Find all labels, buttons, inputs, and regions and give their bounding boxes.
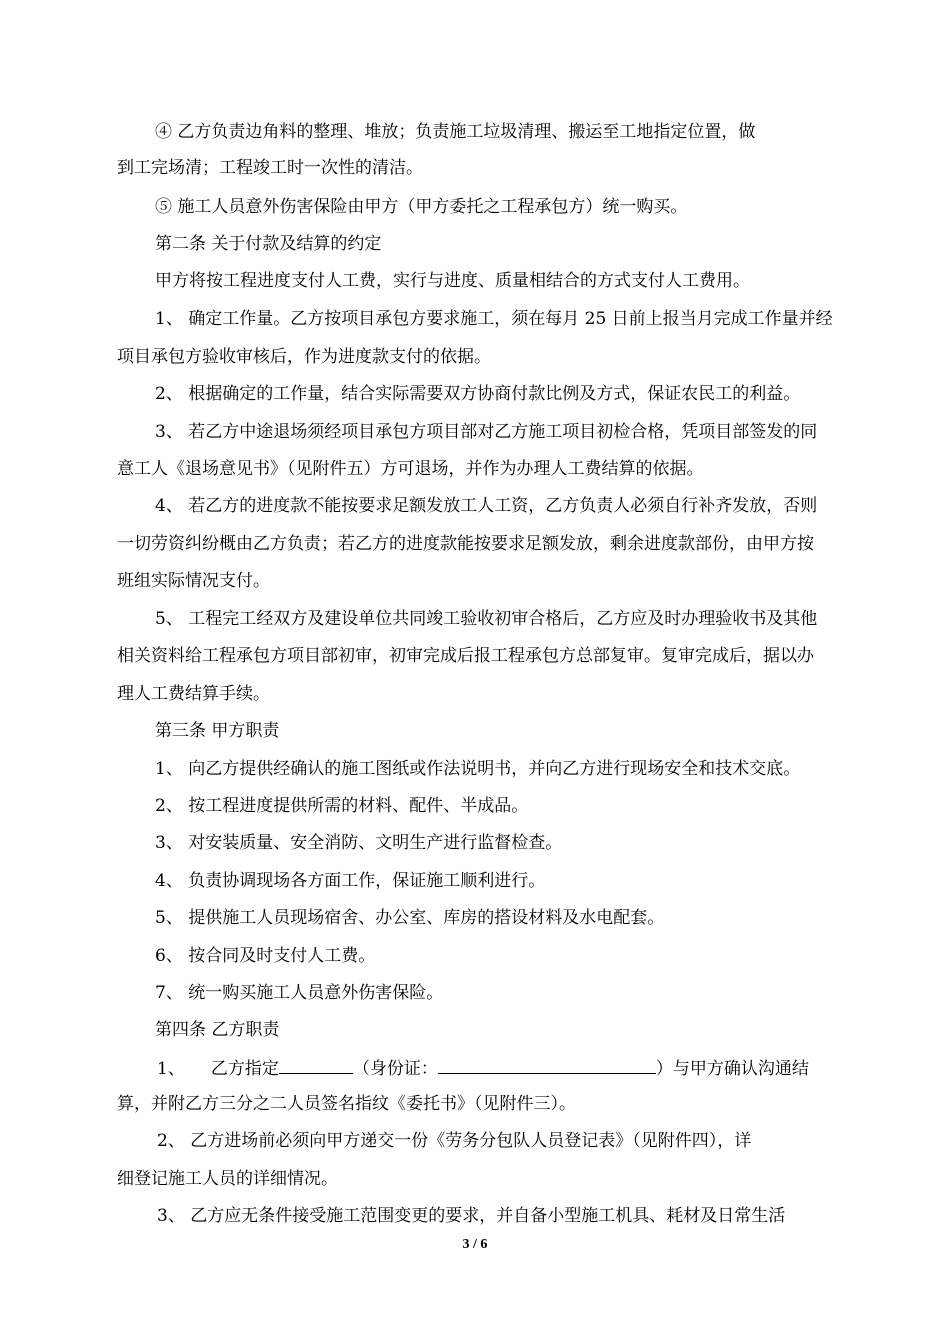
text-line: 相关资料给工程承包方项目部初审，初审完成后报工程承包方总部复审。复审完成后，据以办 bbox=[117, 646, 814, 666]
text-line: 1、 确定工作量。乙方按项目承包方要求施工，须在每月 25 日前上报当月完成工作量并经 bbox=[155, 309, 833, 329]
text-line: 项目承包方验收审核后，作为进度款支付的依据。 bbox=[117, 347, 491, 367]
text-line: 5、 提供施工人员现场宿舍、办公室、库房的搭设材料及水电配套。 bbox=[155, 908, 665, 928]
text-line: 3、 对安装质量、安全消防、文明生产进行监督检查。 bbox=[155, 833, 563, 853]
section-heading: 第三条 甲方职责 bbox=[155, 721, 280, 741]
text-line: 6、 按合同及时支付人工费。 bbox=[155, 946, 376, 966]
text-line: 甲方将按工程进度支付人工费，实行与进度、质量相结合的方式支付人工费用。 bbox=[155, 271, 750, 291]
text-line: 细登记施工人员的详细情况。 bbox=[117, 1169, 338, 1189]
text-line: 班组实际情况支付。 bbox=[117, 571, 270, 591]
text-line: 一切劳资纠纷概由乙方负责；若乙方的进度款能按要求足额发放，剩余进度款部份，由甲方按 bbox=[117, 534, 814, 554]
page-number: 3 / 6 bbox=[462, 1237, 488, 1252]
text-line: 2、 根据确定的工作量，结合实际需要双方协商付款比例及方式，保证农民工的利益。 bbox=[155, 384, 801, 404]
text-line: ④ 乙方负责边角料的整理、堆放；负责施工垃圾清理、搬运至工地指定位置，做 bbox=[155, 122, 756, 142]
section-heading: 第二条 关于付款及结算的约定 bbox=[155, 234, 382, 254]
text-line: 理人工费结算手续。 bbox=[117, 684, 270, 704]
clause-number: 1、 bbox=[157, 1059, 185, 1079]
clause-text: 乙方指定 bbox=[210, 1059, 279, 1079]
text-line: 2、 按工程进度提供所需的材料、配件、半成品。 bbox=[155, 796, 529, 816]
text-line: 5、 工程完工经双方及建设单位共同竣工验收初审合格后，乙方应及时办理验收书及其他 bbox=[155, 609, 818, 629]
text-line: 2、 乙方进场前必须向甲方递交一份《劳务分包队人员登记表》（见附件四），详 bbox=[157, 1131, 752, 1151]
clause-text: ）与甲方确认沟通结 bbox=[655, 1059, 809, 1079]
name-blank-field[interactable] bbox=[279, 1055, 353, 1074]
text-line: 3、 若乙方中途退场须经项目承包方项目部对乙方施工项目初检合格，凭项目部签发的同 bbox=[155, 422, 818, 442]
text-line: 3、 乙方应无条件接受施工范围变更的要求，并自备小型施工机具、耗材及日常生活 bbox=[157, 1206, 786, 1226]
text-line: ⑤ 施工人员意外伤害保险由甲方（甲方委托之工程承包方）统一购买。 bbox=[155, 197, 688, 217]
text-line: 算，并附乙方三分之二人员签名指纹《委托书》（见附件三）。 bbox=[117, 1094, 576, 1114]
text-line: 4、 若乙方的进度款不能按要求足额发放工人工资，乙方负责人必须自行补齐发放，否则 bbox=[155, 496, 818, 516]
text-line: 意工人《退场意见书》（见附件五）方可退场，并作为办理人工费结算的依据。 bbox=[117, 459, 704, 479]
clause-text: （身份证： bbox=[352, 1059, 438, 1079]
text-line: 1、 向乙方提供经确认的施工图纸或作法说明书，并向乙方进行现场安全和技术交底。 bbox=[155, 759, 801, 779]
id-number-blank-field[interactable] bbox=[438, 1055, 656, 1074]
clause-1-line bbox=[157, 1055, 809, 1077]
section-heading: 第四条 乙方职责 bbox=[155, 1020, 280, 1040]
text-line: 到工完场清；工程竣工时一次性的清洁。 bbox=[117, 158, 423, 178]
text-line: 4、 负责协调现场各方面工作，保证施工顺利进行。 bbox=[155, 871, 546, 891]
text-line: 7、 统一购买施工人员意外伤害保险。 bbox=[155, 983, 444, 1003]
